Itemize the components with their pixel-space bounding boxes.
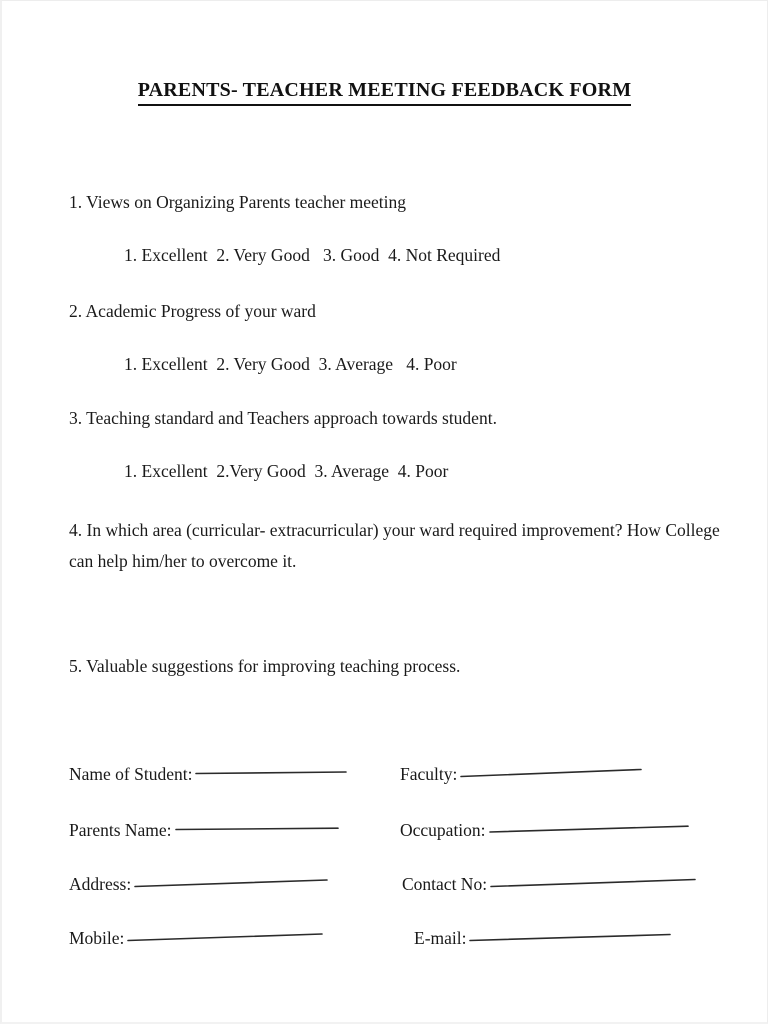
- question-4: 4. In which area (curricular- extracurricular) your ward required improvement? How College can help him/her to overcome it.: [69, 520, 720, 571]
- field-address[interactable]: [69, 871, 331, 897]
- write-line-address[interactable]: [131, 877, 331, 891]
- write-line-mobile[interactable]: [124, 931, 326, 945]
- write-line-faculty[interactable]: [457, 767, 645, 781]
- field-label-faculty: Faculty:: [400, 763, 458, 784]
- field-label-contact-no: Contact No:: [402, 873, 488, 894]
- field-parents-name[interactable]: [69, 817, 342, 843]
- field-label-mobile: Mobile:: [69, 927, 125, 948]
- field-contact-no[interactable]: [402, 871, 699, 897]
- field-mobile[interactable]: [69, 925, 326, 951]
- write-line-email[interactable]: [466, 931, 674, 945]
- field-label-email: E-mail:: [414, 927, 467, 948]
- question-2-options[interactable]: 1. Excellent 2. Very Good 3. Average 4. Poor: [124, 354, 457, 374]
- field-faculty[interactable]: [400, 761, 645, 787]
- page-title-text: PARENTS- TEACHER MEETING FEEDBACK FORM: [138, 79, 632, 106]
- question-5: 5. Valuable suggestions for improving teaching process.: [69, 656, 461, 676]
- page-title: [2, 79, 767, 106]
- respondent-details-block: [2, 749, 768, 979]
- field-label-address: Address:: [69, 873, 132, 894]
- field-label-name-of-student: Name of Student:: [69, 763, 193, 784]
- field-name-of-student[interactable]: [69, 761, 350, 787]
- question-3: 3. Teaching standard and Teachers approach towards student.: [69, 408, 497, 428]
- write-line-parents-name[interactable]: [172, 823, 342, 837]
- question-1-options[interactable]: 1. Excellent 2. Very Good 3. Good 4. Not Required: [124, 245, 501, 265]
- question-2: 2. Academic Progress of your ward: [69, 301, 316, 321]
- write-line-contact-no[interactable]: [487, 877, 699, 891]
- field-occupation[interactable]: [400, 817, 692, 843]
- field-email[interactable]: [414, 925, 674, 951]
- write-line-occupation[interactable]: [486, 823, 692, 837]
- field-label-parents-name: Parents Name:: [69, 819, 172, 840]
- field-label-occupation: Occupation:: [400, 819, 486, 840]
- question-1: 1. Views on Organizing Parents teacher meeting: [69, 192, 407, 212]
- write-line-name-of-student[interactable]: [192, 767, 350, 781]
- question-3-options[interactable]: 1. Excellent 2.Very Good 3. Average 4. Poor: [124, 461, 449, 481]
